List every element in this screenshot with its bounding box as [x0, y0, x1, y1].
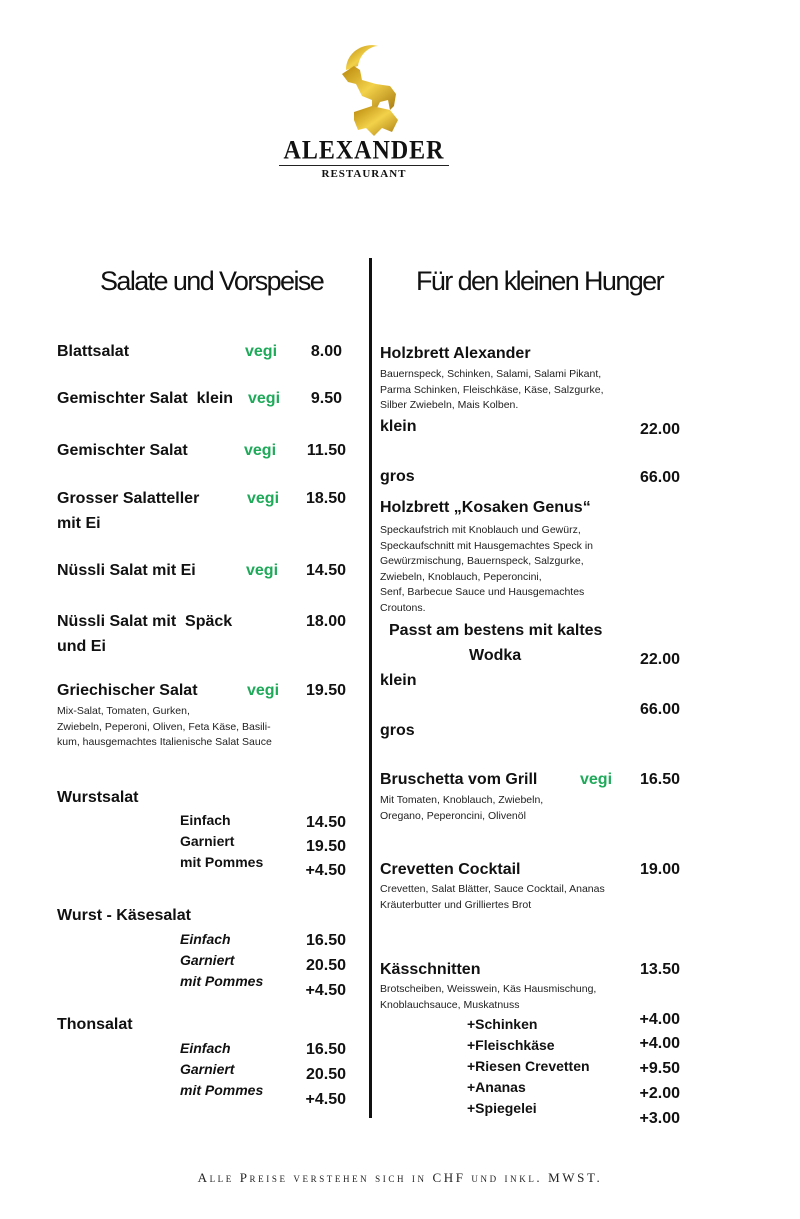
- vegi-badge: vegi: [247, 490, 280, 507]
- item-name: Blattsalat: [57, 343, 130, 360]
- option-label: Einfach: [180, 1040, 231, 1056]
- item-price: 9.50: [310, 390, 342, 407]
- addon-label: +Riesen Crevetten: [467, 1058, 590, 1074]
- vegi-badge: vegi: [580, 771, 613, 788]
- option-price: +4.50: [305, 1091, 346, 1108]
- pairing-note-line2: Wodka: [469, 647, 522, 664]
- option-label: Garniert: [180, 833, 235, 849]
- ibex-goat-icon: [332, 40, 412, 140]
- option-price: 20.50: [305, 957, 346, 974]
- size-price: 66.00: [639, 701, 680, 718]
- item-description: Brotscheiben, Weisswein, Käs Hausmischung, Knoblauchsauce, Muskatnuss: [380, 983, 597, 1011]
- addon-label: +Ananas: [467, 1079, 526, 1095]
- item-price: 18.00: [305, 613, 346, 630]
- item-name-line2: und Ei: [57, 638, 106, 655]
- item-price: 19.50: [305, 682, 346, 699]
- price-footnote: Alle Preise verstehen sich in CHF und inkl. MWST.: [197, 1170, 603, 1185]
- option-price: 20.50: [305, 1066, 346, 1083]
- option-label: Garniert: [180, 952, 235, 968]
- addon-price: +2.00: [639, 1085, 680, 1102]
- pairing-note: Passt am bestens mit kaltes: [389, 622, 603, 639]
- brand-name: ALEXANDER: [283, 136, 445, 166]
- item-name: Holzbrett Alexander: [380, 345, 531, 362]
- option-label: Einfach: [180, 812, 231, 828]
- option-price: +4.50: [305, 982, 346, 999]
- item-price: 13.50: [639, 961, 680, 978]
- size-label: klein: [380, 418, 417, 435]
- logo-divider: [279, 165, 449, 166]
- item-name-line2: mit Ei: [57, 515, 101, 532]
- addon-price: +4.00: [639, 1011, 680, 1028]
- vegi-badge: vegi: [244, 442, 277, 459]
- item-name: Holzbrett „Kosaken Genus“: [380, 499, 591, 516]
- item-price: 8.00: [310, 343, 342, 360]
- item-description: Crevetten, Salat Blätter, Sauce Cocktail, Ananas Kräuterbutter und Grilliertes Brot: [380, 883, 605, 911]
- vegi-badge: vegi: [245, 343, 278, 360]
- option-label: mit Pommes: [180, 973, 264, 989]
- size-label: gros: [380, 468, 415, 485]
- section-title-kleiner-hunger: Für den kleinen Hunger: [416, 266, 663, 296]
- addon-price: +3.00: [639, 1110, 680, 1127]
- item-name: Kässchnitten: [380, 961, 481, 978]
- addon-label: +Schinken: [467, 1016, 538, 1032]
- size-price: 22.00: [639, 651, 680, 668]
- option-label: mit Pommes: [180, 1082, 264, 1098]
- vegi-badge: vegi: [246, 562, 279, 579]
- item-name: Gemischter Salat: [57, 442, 188, 459]
- item-name: Gemischter Salat klein: [57, 390, 234, 407]
- column-divider: [369, 258, 372, 1118]
- size-label: gros: [380, 722, 415, 739]
- option-price: 16.50: [305, 1041, 346, 1058]
- item-price: 14.50: [305, 562, 346, 579]
- option-price: 16.50: [305, 932, 346, 949]
- item-name: Crevetten Cocktail: [380, 861, 521, 878]
- option-price: 14.50: [305, 814, 346, 831]
- item-description: Mix-Salat, Tomaten, Gurken, Zwiebeln, Peperoni, Oliven, Feta Käse, Basili- kum, hausgemachtes Italienische Salat Sauce: [57, 705, 272, 748]
- option-price: +4.50: [305, 862, 346, 879]
- item-price: 19.00: [639, 861, 680, 878]
- item-price: 16.50: [639, 771, 680, 788]
- addon-price: +4.00: [639, 1035, 680, 1052]
- section-title-salate: Salate und Vorspeise: [100, 266, 324, 296]
- item-description: Mit Tomaten, Knoblauch, Zwiebeln, Oregano, Peperoncini, Olivenöl: [380, 794, 544, 822]
- addon-label: +Spiegelei: [467, 1100, 537, 1116]
- item-description: Speckaufstrich mit Knoblauch und Gewürz, Speckaufschnitt mit Hausgemachtes Speck in Gewürzmischung, Bauernspeck, Salzgurke, Zwiebeln, Knoblauch, Peperoncini, Senf, Barbecue Sauce und Hausgemachtes Croutons.: [380, 524, 594, 614]
- item-name: Griechischer Salat: [57, 682, 198, 699]
- addon-label: +Fleischkäse: [467, 1037, 555, 1053]
- item-name: Nüssli Salat mit Ei: [57, 562, 196, 579]
- item-name: Grosser Salatteller: [57, 490, 200, 507]
- brand-subtitle: RESTAURANT: [321, 168, 407, 180]
- item-name: Nüssli Salat mit Späck: [57, 613, 233, 630]
- group-name: Wurstsalat: [57, 789, 139, 806]
- vegi-badge: vegi: [248, 390, 281, 407]
- option-label: mit Pommes: [180, 854, 264, 870]
- item-price: 18.50: [305, 490, 346, 507]
- option-price: 19.50: [305, 838, 346, 855]
- group-name: Wurst - Käsesalat: [57, 907, 191, 924]
- item-description: Bauernspeck, Schinken, Salami, Salami Pikant, Parma Schinken, Fleischkäse, Käse, Salzgurke, Silber Zwiebeln, Mais Kolben.: [380, 368, 604, 411]
- size-price: 66.00: [639, 469, 680, 486]
- size-price: 22.00: [639, 421, 680, 438]
- item-price: 11.50: [306, 442, 346, 459]
- size-label: klein: [380, 672, 417, 689]
- group-name: Thonsalat: [57, 1016, 133, 1033]
- item-name: Bruschetta vom Grill: [380, 771, 538, 788]
- vegi-badge: vegi: [247, 682, 280, 699]
- option-label: Garniert: [180, 1061, 235, 1077]
- option-label: Einfach: [180, 931, 231, 947]
- addon-price: +9.50: [639, 1060, 680, 1077]
